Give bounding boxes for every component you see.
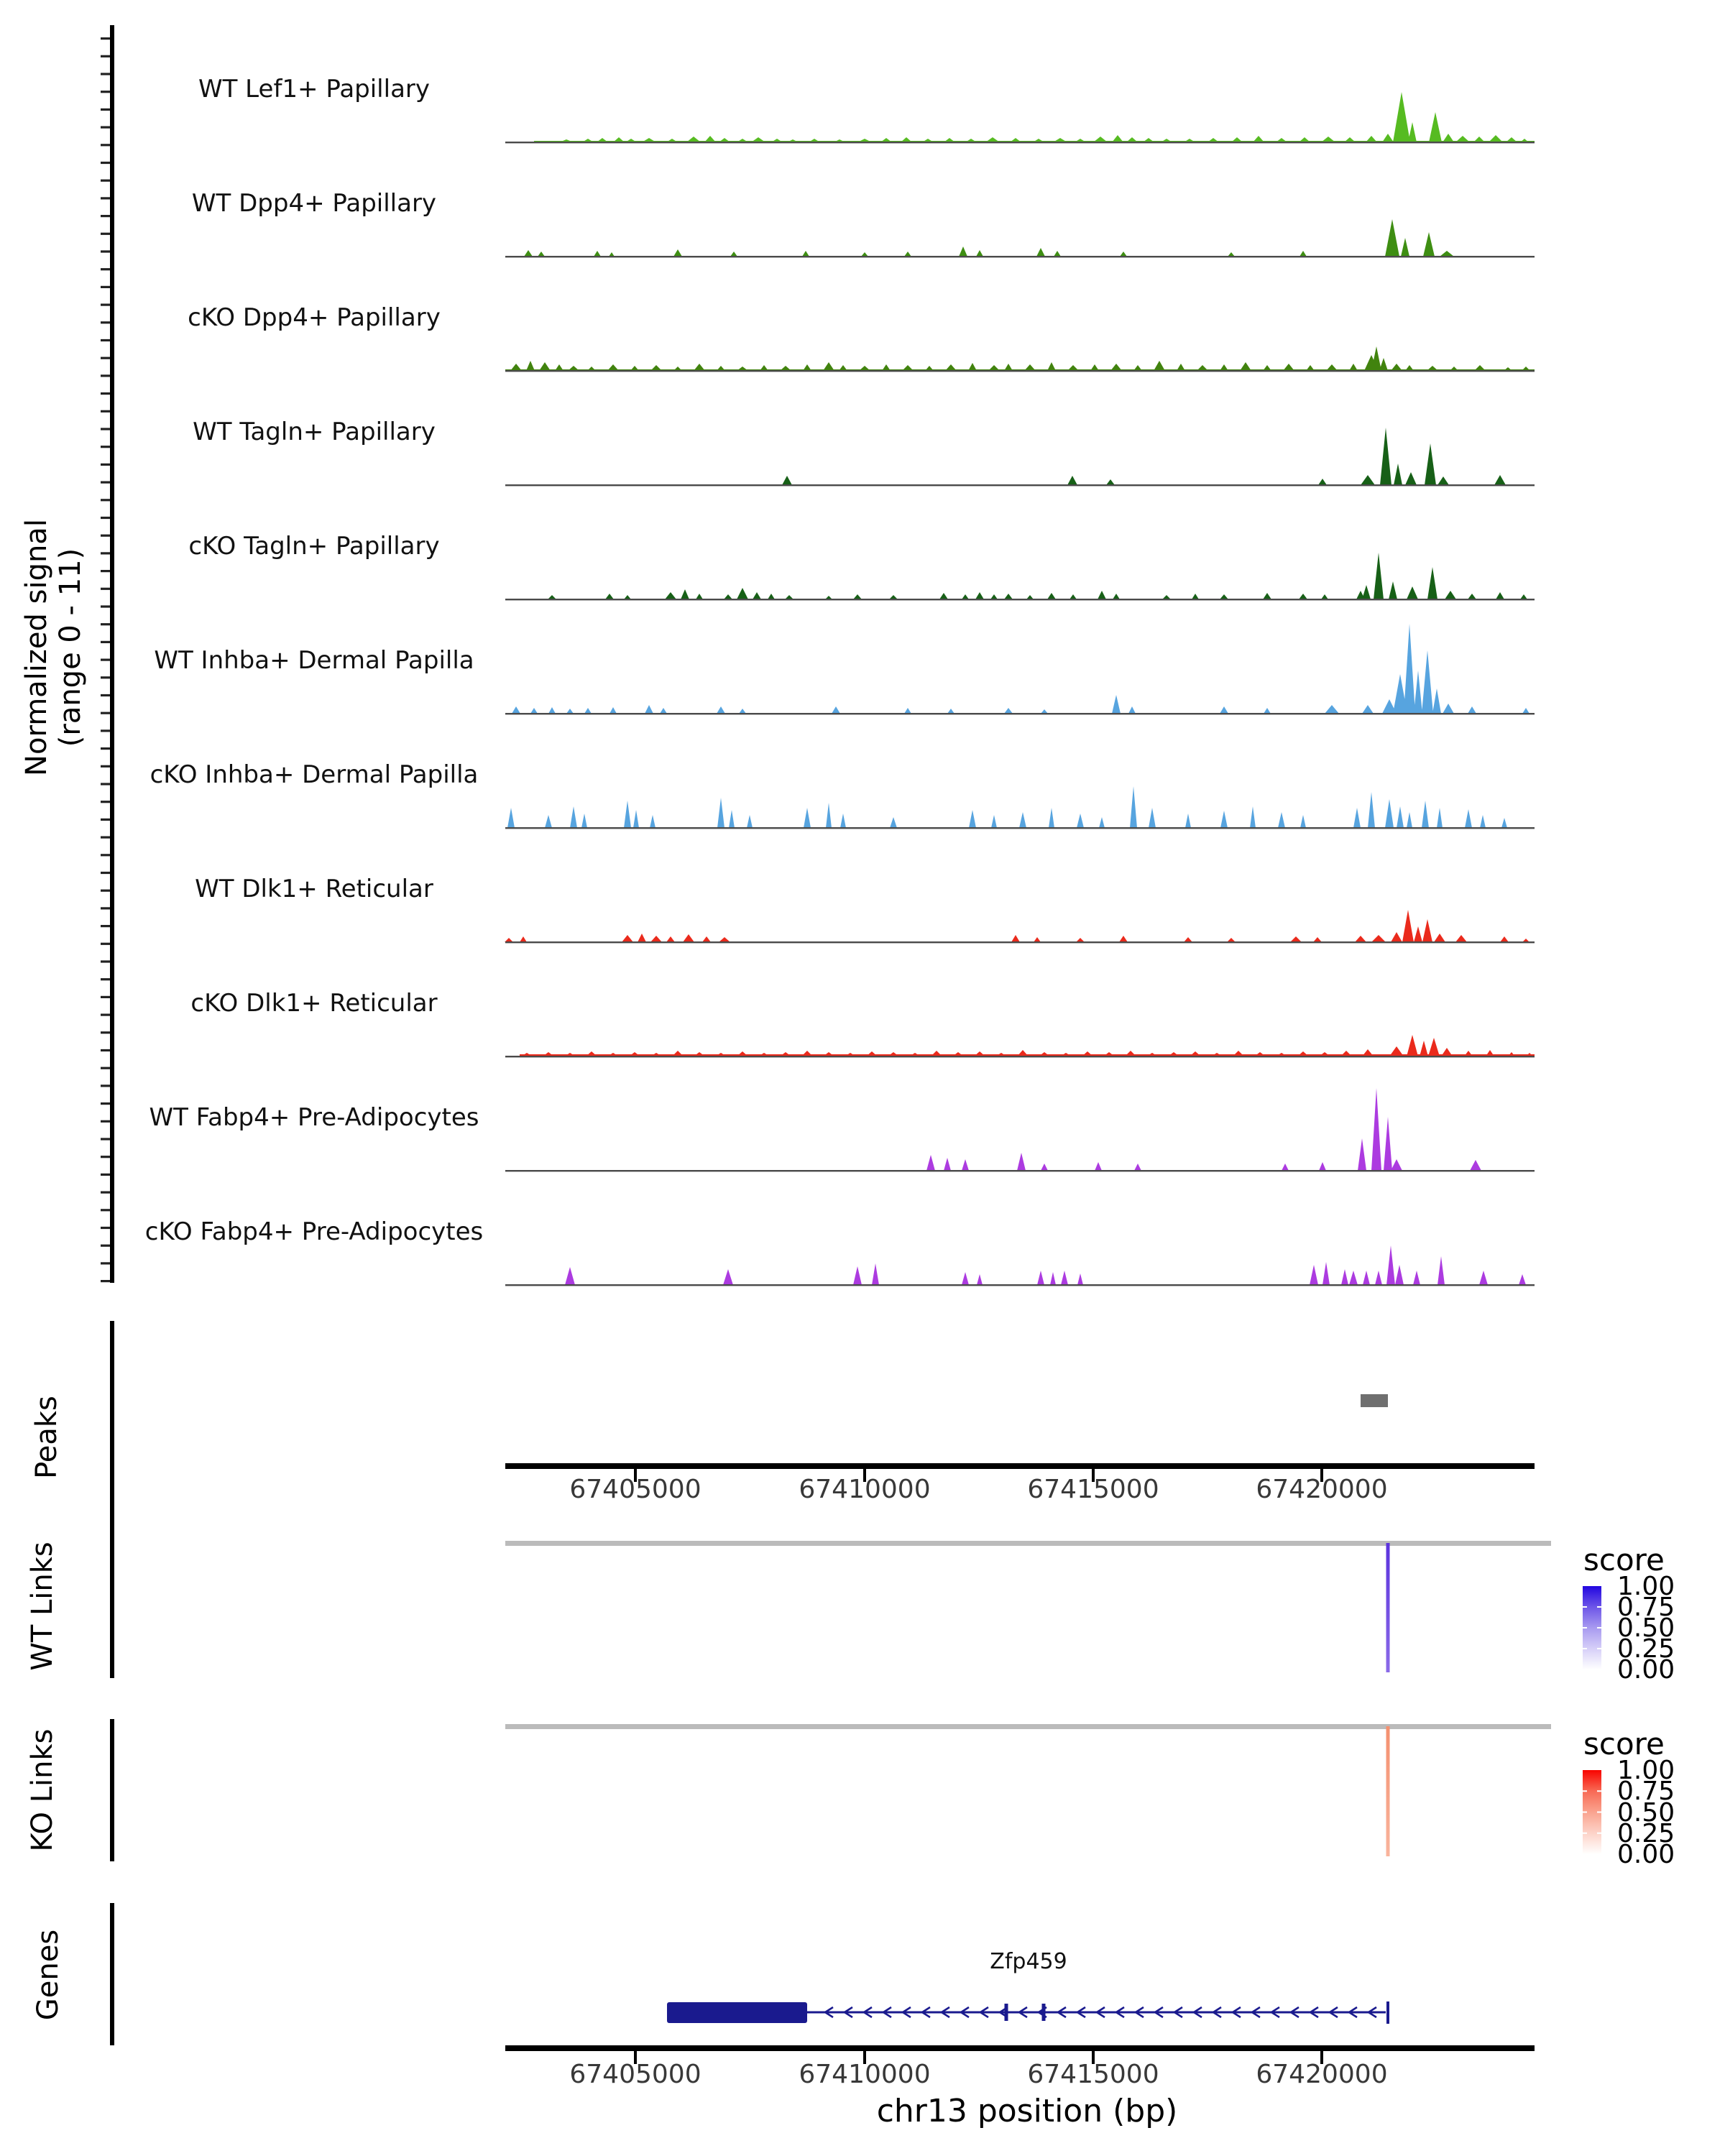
signal-area-6 <box>505 786 1535 828</box>
wt-score-label-1: 0.75 <box>1617 1593 1675 1622</box>
y-axis-tick <box>101 729 110 732</box>
y-axis-tick <box>101 339 110 341</box>
y-axis-tick <box>101 1192 110 1194</box>
ko-colorbar-notch <box>1597 1790 1601 1792</box>
wt-colorbar-notch <box>1583 1627 1587 1628</box>
track-baseline-9 <box>505 1170 1535 1171</box>
track-label-10: cKO Fabp4+ Pre-Adipocytes <box>144 1217 484 1246</box>
signal-area-7 <box>505 910 1535 942</box>
ko-links-panel-label: KO Links <box>26 1728 59 1852</box>
bottom-tick-label-2: 67415000 <box>1027 2060 1159 2089</box>
bottom-x-axis-line <box>505 2045 1535 2051</box>
gene-exon-box <box>667 2002 807 2023</box>
signal-area-0 <box>505 92 1535 142</box>
signal-area-3 <box>505 428 1535 485</box>
ko-link-line <box>1386 1726 1390 1856</box>
wt-colorbar-notch <box>1597 1648 1601 1649</box>
ko-score-label-3: 0.25 <box>1617 1818 1675 1848</box>
wt-links-axis-bar <box>110 1534 114 1678</box>
track-label-7: WT Dlk1+ Reticular <box>195 875 433 903</box>
y-axis-tick <box>101 1084 110 1087</box>
track-label-3: WT Tagln+ Papillary <box>193 418 436 446</box>
wt-links-topline <box>505 1541 1551 1546</box>
track-label-5: WT Inhba+ Dermal Papilla <box>154 646 474 675</box>
wt-score-label-3: 0.25 <box>1617 1634 1675 1664</box>
signal-area-8 <box>505 1035 1535 1056</box>
track-label-4: cKO Tagln+ Papillary <box>188 532 440 561</box>
y-axis-tick <box>101 747 110 750</box>
y-axis-tick <box>101 250 110 252</box>
track-baseline-4 <box>505 599 1535 600</box>
gene-exon-tick-0 <box>1005 2004 1008 2021</box>
gene-exon-tick-1 <box>1042 2004 1046 2021</box>
y-axis-tick <box>101 605 110 607</box>
y-axis-tick <box>101 623 110 625</box>
y-axis-tick <box>101 854 110 856</box>
y-axis-tick <box>101 1067 110 1069</box>
wt-links-panel-label: WT Links <box>26 1542 59 1671</box>
wt-score-label-2: 0.50 <box>1617 1613 1675 1643</box>
y-axis-tick <box>101 907 110 909</box>
y-axis-tick <box>101 410 110 413</box>
genes-axis-bar <box>110 1903 114 2045</box>
y-axis-tick <box>101 37 110 40</box>
y-axis-tick <box>101 1138 110 1140</box>
gene-name-label: Zfp459 <box>990 1949 1067 1974</box>
ko-score-label-4: 0.00 <box>1617 1840 1675 1869</box>
y-axis-tick <box>101 588 110 590</box>
peaks-axis-bar <box>110 1321 114 1551</box>
y-axis-tick <box>101 517 110 519</box>
genes-panel-label: Genes <box>32 1929 65 2021</box>
y-axis-tick <box>101 233 110 235</box>
bottom-tick-label-1: 67410000 <box>799 2060 931 2089</box>
ko-links-topline <box>505 1724 1551 1729</box>
y-axis-tick <box>101 268 110 270</box>
wt-score-legend-title: score <box>1583 1542 1665 1577</box>
top-tick-label-3: 67420000 <box>1256 1475 1388 1504</box>
track-baseline-1 <box>505 256 1535 257</box>
y-axis-tick <box>101 499 110 501</box>
track-label-1: WT Dpp4+ Papillary <box>191 189 437 218</box>
wt-score-label-0: 1.00 <box>1617 1572 1675 1601</box>
wt-score-label-4: 0.00 <box>1617 1655 1675 1685</box>
y-axis-tick <box>101 1262 110 1264</box>
y-axis-tick <box>101 819 110 821</box>
y-axis-tick <box>101 943 110 945</box>
y-axis-tick <box>101 641 110 643</box>
y-axis-tick <box>101 374 110 377</box>
bottom-tick-label-3: 67420000 <box>1256 2060 1388 2089</box>
track-label-8: cKO Dlk1+ Reticular <box>190 989 438 1018</box>
y-axis-tick <box>101 694 110 696</box>
signal-area-2 <box>505 346 1535 371</box>
y-axis-tick <box>101 1174 110 1176</box>
y-axis-tick <box>101 144 110 146</box>
y-axis-tick <box>101 960 110 962</box>
y-axis-label-line2: (range 0 - 11) <box>54 548 87 747</box>
y-axis-tick <box>101 109 110 111</box>
y-axis-tick <box>101 464 110 466</box>
top-x-axis-line <box>505 1463 1535 1469</box>
y-axis-tick <box>101 872 110 874</box>
ko-score-legend-title: score <box>1583 1726 1665 1761</box>
signal-area-4 <box>505 553 1535 599</box>
y-axis-tick <box>101 1156 110 1158</box>
y-axis-label-line1: Normalized signal <box>20 519 53 776</box>
top-tick-label-0: 67405000 <box>569 1475 702 1504</box>
wt-link-line <box>1386 1543 1390 1672</box>
ko-colorbar-notch <box>1583 1790 1587 1792</box>
gene-end-cap <box>1386 2001 1389 2024</box>
y-axis-tick <box>101 570 110 572</box>
track-baseline-7 <box>505 941 1535 943</box>
y-axis-tick <box>101 1209 110 1211</box>
ko-colorbar-notch <box>1597 1833 1601 1834</box>
track-label-2: cKO Dpp4+ Papillary <box>188 303 441 332</box>
y-axis-tick <box>101 482 110 484</box>
ko-score-label-2: 0.50 <box>1617 1797 1675 1828</box>
top-tick-label-1: 67410000 <box>799 1475 931 1504</box>
y-axis-tick <box>101 180 110 182</box>
wt-colorbar-notch <box>1597 1606 1601 1608</box>
track-baseline-3 <box>505 484 1535 486</box>
y-axis-tick <box>101 162 110 164</box>
y-axis-tick <box>101 1280 110 1282</box>
wt-colorbar-notch <box>1583 1606 1587 1608</box>
track-label-6: cKO Inhba+ Dermal Papilla <box>150 760 479 789</box>
signal-area-10 <box>505 1245 1535 1285</box>
track-label-0: WT Lef1+ Papillary <box>198 75 431 103</box>
y-axis-tick <box>101 357 110 359</box>
y-axis-tick <box>101 126 110 129</box>
ko-links-axis-bar <box>110 1719 114 1861</box>
ko-colorbar-notch <box>1597 1812 1601 1813</box>
x-axis-title: chr13 position (bp) <box>876 2093 1178 2129</box>
y-axis-tick <box>101 286 110 288</box>
bottom-tick-label-0: 67405000 <box>569 2060 702 2089</box>
y-axis-tick <box>101 712 110 714</box>
y-axis-tick <box>101 978 110 980</box>
wt-colorbar-notch <box>1583 1648 1587 1649</box>
signal-area-5 <box>505 624 1535 714</box>
track-baseline-8 <box>505 1056 1535 1057</box>
peaks-panel-label: Peaks <box>30 1396 63 1479</box>
track-baseline-10 <box>505 1284 1535 1286</box>
ko-score-label-0: 1.00 <box>1617 1756 1675 1785</box>
y-axis-tick <box>101 1049 110 1051</box>
y-axis-tick <box>101 925 110 927</box>
y-axis-tick <box>101 1031 110 1033</box>
ko-colorbar-notch <box>1583 1812 1587 1813</box>
y-axis-tick <box>101 837 110 839</box>
track-baseline-0 <box>505 142 1535 143</box>
signal-area-9 <box>505 1088 1535 1171</box>
ko-colorbar-notch <box>1583 1833 1587 1834</box>
signal-area-1 <box>505 219 1535 257</box>
ko-score-label-1: 0.75 <box>1617 1777 1675 1807</box>
y-axis-tick <box>101 801 110 803</box>
track-baseline-2 <box>505 370 1535 372</box>
y-axis-tick <box>101 55 110 57</box>
peak-box-0 <box>1361 1394 1388 1407</box>
top-tick-label-2: 67415000 <box>1027 1475 1159 1504</box>
y-axis-tick <box>101 676 110 678</box>
wt-colorbar-notch <box>1597 1627 1601 1628</box>
y-axis-tick <box>101 392 110 395</box>
track-baseline-5 <box>505 713 1535 714</box>
track-label-9: WT Fabp4+ Pre-Adipocytes <box>149 1103 479 1132</box>
track-baseline-6 <box>505 827 1535 829</box>
